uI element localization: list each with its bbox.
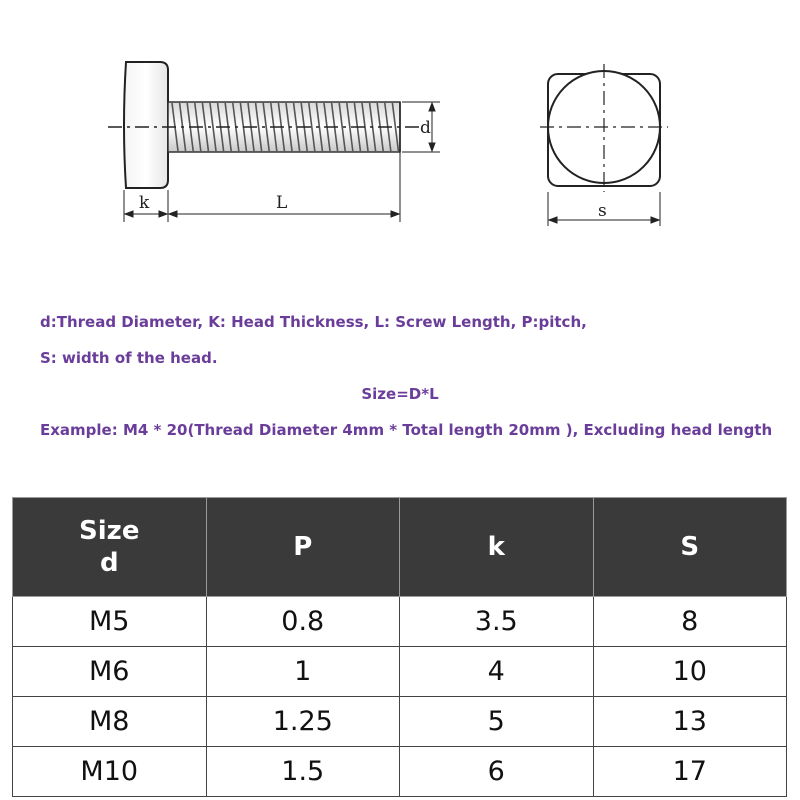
cell-size: M8	[13, 697, 207, 747]
cell-size: M10	[13, 747, 207, 797]
definitions-line-2: S: width of the head.	[40, 349, 218, 367]
screw-head-top-view	[540, 64, 668, 192]
table-row	[13, 697, 787, 747]
header-head-thickness: k	[400, 498, 594, 597]
header-size	[13, 498, 207, 597]
cell-k: 4	[400, 647, 594, 697]
header-pitch: P	[206, 498, 400, 597]
cell-size: M6	[13, 647, 207, 697]
cell-s: 10	[593, 647, 787, 697]
header-d-label: d	[99, 548, 119, 578]
width-label: s	[598, 201, 607, 221]
example-note: Example: M4 * 20(Thread Diameter 4mm * Total length 20mm ), Excluding head length	[40, 421, 773, 439]
cell-s: 8	[593, 597, 787, 647]
screw-dimension-drawing	[0, 0, 800, 280]
spec-table	[12, 497, 787, 797]
table-row	[13, 597, 787, 647]
head-thickness-label: k	[139, 193, 150, 213]
cell-k: 5	[400, 697, 594, 747]
table-header-row	[13, 498, 787, 597]
cell-s: 17	[593, 747, 787, 797]
header-size-label: Size	[79, 516, 140, 546]
definitions-line: d:Thread Diameter, K: Head Thickness, L: Screw Length, P:pitch,	[40, 313, 587, 331]
table-row	[13, 747, 787, 797]
cell-pitch: 0.8	[206, 597, 400, 647]
diameter-label: d	[420, 118, 431, 138]
length-label: L	[276, 193, 288, 213]
cell-pitch: 1.5	[206, 747, 400, 797]
cell-k: 3.5	[400, 597, 594, 647]
cell-pitch: 1	[206, 647, 400, 697]
size-formula: Size=D*L	[361, 385, 439, 403]
cell-s: 13	[593, 697, 787, 747]
cell-pitch: 1.25	[206, 697, 400, 747]
table-row	[13, 647, 787, 697]
cell-k: 6	[400, 747, 594, 797]
cell-size: M5	[13, 597, 207, 647]
header-head-width: S	[593, 498, 787, 597]
screw-head-side	[124, 62, 168, 188]
